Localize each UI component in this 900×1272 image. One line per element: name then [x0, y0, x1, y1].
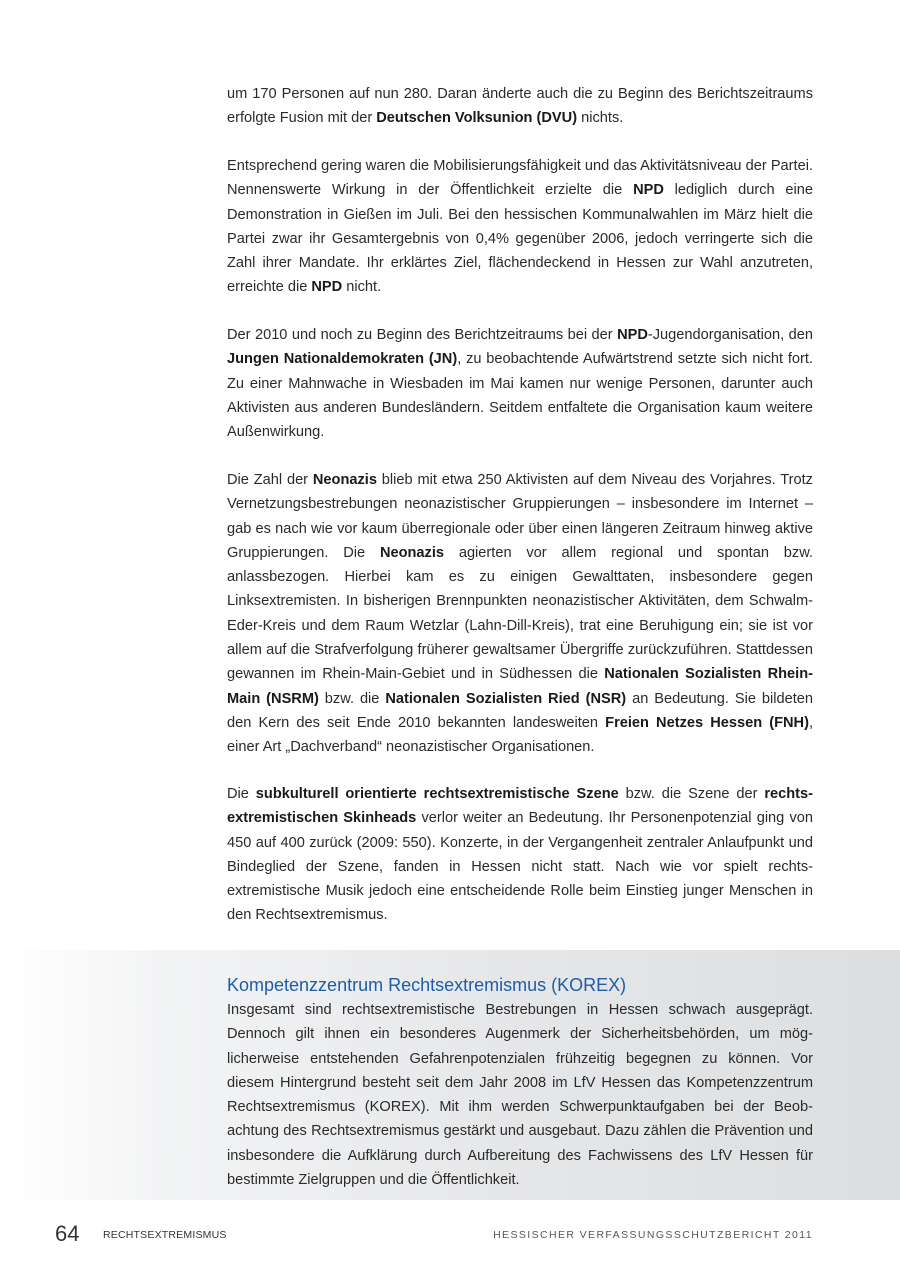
text-run: nichts. [577, 110, 624, 127]
footer-report-title: HESSISCHER VERFASSUNGSSCHUTZBERICHT 2011 [493, 1229, 813, 1241]
bold-term: Neonazis [312, 472, 377, 488]
bold-term: rechtsextremistischen Skinheads [227, 786, 814, 827]
body-paragraph-5 [227, 782, 813, 928]
paragraph-text [227, 82, 813, 131]
footer-section-label: RECHTSEXTREMISMUS [103, 1229, 227, 1241]
text-run: agierten vor allem regional und spontan bzw. anlassbezogen. Hierbei kam es zu einigen Gewalttaten, insbesondere gegen Linksextremisten. In bisherigen Brennpunkten neonazistischer Aktivitäten, dem Schwalm-Eder-Kreis und dem Raum Wetzlar (Lahn-Dill-Kreis), trat eine Beruhigung ein; sie ist vor allem auf die Strafverfolgung früherer gewaltsamer Übergriffe zurückzuführen. Stattdessen gewannen im Rhein-Main-Gebiet und in Südhessen die [227, 544, 813, 683]
bold-term: NPD [633, 182, 664, 199]
text-run: um 170 Personen auf nun 280. Daran änderte auch die zu Beginn des Berichtszeitraums erfolgte Fusion mit der [227, 86, 813, 127]
bold-term: Neonazis [379, 544, 445, 561]
bold-term: Deutschen Volksunion (DVU) [376, 110, 578, 127]
paragraph-text [227, 468, 813, 760]
body-paragraph-3 [227, 323, 813, 444]
text-run: bzw. die Szene der [618, 786, 765, 802]
text-run: bzw. die [318, 690, 386, 707]
text-run: verlor weiter an Bedeutung. Ihr Personenpotenzial ging von 450 auf 400 zurück (2009: 550). Konzerte, in der Vergangenheit zentraler Anlaufpunkt und Bindeglied der Szene, fanden in Hessen nicht statt. Nach wie vor spielt rechtsextremistische Musik jedoch eine entscheidende Rolle beim Einstieg junger Menschen in den Rechtsextremismus. [227, 810, 813, 924]
text-run: , zu beobachtende Aufwärtstrend setzte sich nicht fort. Zu einer Mahnwache in Wiesbaden im Mai kamen nur wenige Personen, darunter auch Aktivisten aus anderen Bundesländern. Seitdem entfaltete die Organisation kaum weitere Außenwirkung. [227, 351, 813, 441]
body-paragraph-1 [227, 82, 813, 131]
text-run: , einer Art „Dachverband“ neonazistischer Organisationen. [227, 714, 813, 756]
paragraph-text [227, 323, 813, 444]
text-run: lediglich durch eine Demonstration in Gießen im Juli. Bei den hessischen Kommunalwahlen im März hielt die Partei zwar ihr Gesamtergebnis von 0,4% gegenüber 2006, jedoch verringerte sich die Zahl ihrer Mandate. Ihr erklärtes Ziel, flächendeckend in Hessen zur Wahl anzutreten, erreichte die [227, 182, 814, 296]
text-run: Der 2010 und noch zu Beginn des Berichtzeitraums bei der [227, 327, 618, 343]
body-paragraph-2 [227, 154, 813, 300]
bold-term: NPD [311, 279, 343, 296]
korex-paragraph [227, 998, 813, 1192]
body-paragraph-4 [227, 468, 813, 760]
text-run: nicht. [342, 279, 382, 296]
bold-term: Freien Netzes Hessen (FNH) [605, 714, 809, 731]
paragraph-text [227, 154, 813, 300]
korex-text: Insgesamt sind rechtsextremistische Bestrebungen in Hessen schwach ausgeprägt. Dennoch gilt ihnen ein besonderes Augenmerk der Sicherheitsbehörden, um möglicherweise entstehenden Gefahrenpotenzialen frühzeitig begegnen zu können. Vor diesem Hintergrund besteht seit dem Jahr 2008 im LfV Hessen das Kompetenzzentrum Rechtsextremismus (KOREX). Mit ihm werden Schwerpunktaufgaben bei der Beobachtung des Rechtsextremismus gestärkt und ausgebaut. Dazu zählen die Prävention und insbesondere die Aufklärung durch Aufbereitung des Fachwissens des LfV Hessen für bestimmte Zielgruppen und die Öffentlichkeit. [227, 1002, 813, 1189]
bold-term: NPD [617, 327, 648, 343]
bold-term: Nationalen Sozialisten Rhein-Main (NSRM) [227, 666, 813, 707]
bold-term: Nationalen Sozialisten Ried (NSR) [385, 690, 627, 707]
page-number: 64 [55, 1221, 80, 1246]
text-run: Die Zahl der [227, 472, 313, 488]
bold-term: Jungen Nationaldemokraten (JN) [227, 351, 458, 368]
text-run: Entsprechend gering waren die Mobilisierungsfähigkeit und das Aktivitätsniveau der Partei. Nennenswerte Wirkung in der Öffentlichkeit erzielte die [227, 158, 813, 199]
text-run: Die [227, 786, 256, 802]
bold-term: subkulturell orientierte rechtsextremistische Szene [255, 786, 619, 802]
text-run: -Jugendorganisation, den [647, 327, 813, 343]
korex-heading: Kompetenzzentrum Rechtsextremismus (KOREX) [227, 975, 627, 995]
paragraph-text [227, 782, 813, 928]
text-run: blieb mit etwa 250 Aktivisten auf dem Niveau des Vorjahres. Trotz Vernetzungsbestrebungen neonazistischer Gruppierungen – insbesondere im Internet – gab es nach wie vor kaum überregionale oder über einen längeren Zeitraum hinweg aktive Gruppierungen. Die [227, 472, 813, 561]
text-run: an Bedeutung. Sie bildeten den Kern des seit Ende 2010 bekannten landesweiten [227, 690, 813, 731]
